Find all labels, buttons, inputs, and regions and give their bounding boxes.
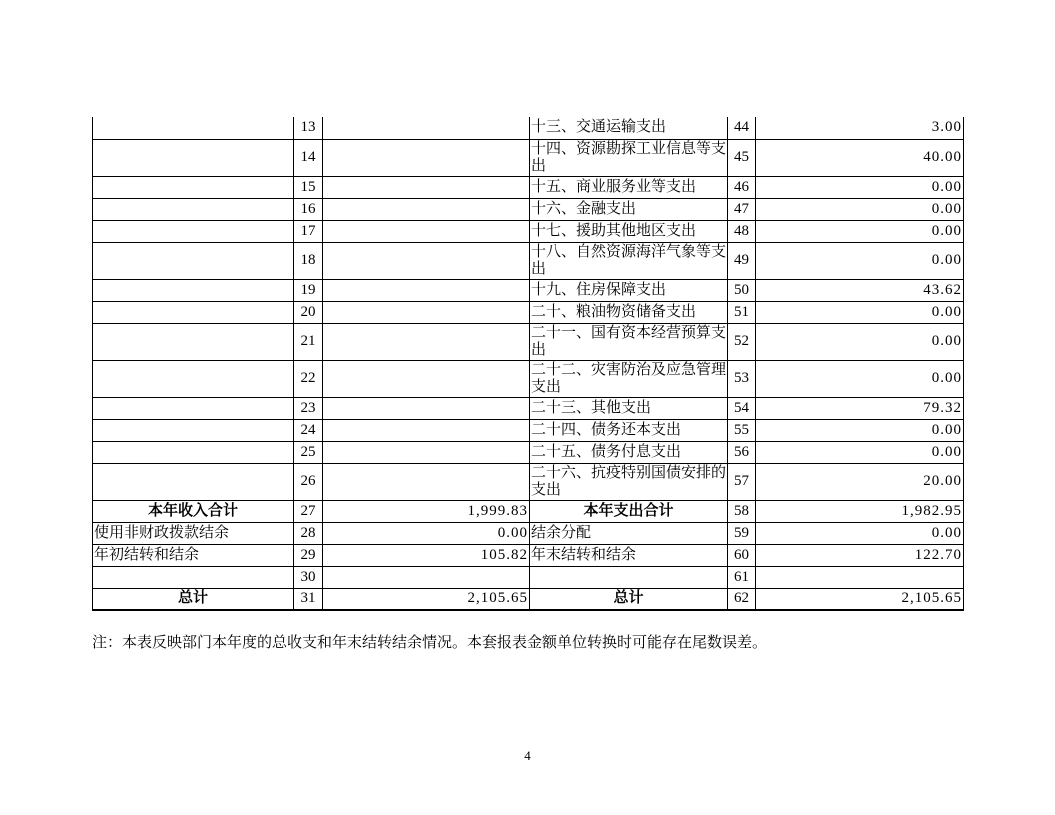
left-category-cell [93, 279, 294, 301]
table-row [93, 139, 964, 176]
right-line-no-cell: 54 [728, 397, 756, 419]
right-line-no-cell: 56 [728, 441, 756, 463]
left-amount-cell [323, 279, 530, 301]
right-amount-cell: 40.00 [756, 139, 964, 176]
right-line-no-cell: 60 [728, 544, 756, 566]
table-row [93, 301, 964, 323]
right-amount-cell: 122.70 [756, 544, 964, 566]
left-amount-cell: 0.00 [323, 522, 530, 544]
table-row [93, 463, 964, 500]
left-category-cell [93, 176, 294, 198]
table-row [93, 522, 964, 544]
left-category-cell [93, 323, 294, 360]
left-amount-cell: 1,999.83 [323, 500, 530, 522]
table-row [93, 279, 964, 301]
right-amount-cell: 0.00 [756, 360, 964, 397]
right-amount-cell: 0.00 [756, 522, 964, 544]
right-line-no-cell: 45 [728, 139, 756, 176]
left-line-no-cell: 21 [294, 323, 323, 360]
right-line-no-cell: 47 [728, 198, 756, 220]
right-line-no-cell: 52 [728, 323, 756, 360]
left-category-cell [93, 419, 294, 441]
right-line-no-cell: 48 [728, 220, 756, 242]
right-amount-cell: 0.00 [756, 419, 964, 441]
left-line-no-cell: 20 [294, 301, 323, 323]
left-category-cell: 使用非财政拨款结余 [93, 522, 294, 544]
right-amount-cell: 0.00 [756, 242, 964, 279]
right-amount-cell: 0.00 [756, 441, 964, 463]
right-category-cell: 二十三、其他支出 [530, 397, 728, 419]
right-category-cell [530, 566, 728, 588]
left-amount-cell: 2,105.65 [323, 588, 530, 610]
right-line-no-cell: 50 [728, 279, 756, 301]
left-category-cell [93, 441, 294, 463]
left-category-cell: 总计 [93, 588, 294, 610]
right-category-cell: 结余分配 [530, 522, 728, 544]
finance-table-body [93, 117, 964, 610]
left-category-cell: 年初结转和结余 [93, 544, 294, 566]
left-category-cell [93, 242, 294, 279]
right-line-no-cell: 51 [728, 301, 756, 323]
left-category-cell [93, 463, 294, 500]
right-amount-cell: 79.32 [756, 397, 964, 419]
table-row [93, 360, 964, 397]
left-line-no-cell: 24 [294, 419, 323, 441]
left-line-no-cell: 17 [294, 220, 323, 242]
right-amount-cell: 3.00 [756, 117, 964, 139]
table-row [93, 117, 964, 139]
right-line-no-cell: 44 [728, 117, 756, 139]
left-amount-cell [323, 176, 530, 198]
right-amount-cell: 0.00 [756, 198, 964, 220]
right-line-no-cell: 62 [728, 588, 756, 610]
left-amount-cell [323, 198, 530, 220]
finance-table [92, 117, 964, 611]
right-category-cell: 二十六、抗疫特别国债安排的支出 [530, 463, 728, 500]
left-amount-cell [323, 242, 530, 279]
left-amount-cell [323, 139, 530, 176]
right-amount-cell: 0.00 [756, 176, 964, 198]
right-category-cell: 二十二、灾害防治及应急管理支出 [530, 360, 728, 397]
left-category-cell [93, 198, 294, 220]
right-line-no-cell: 58 [728, 500, 756, 522]
page-number: 4 [524, 748, 531, 763]
right-category-cell: 十九、住房保障支出 [530, 279, 728, 301]
left-line-no-cell: 23 [294, 397, 323, 419]
right-category-cell: 十五、商业服务业等支出 [530, 176, 728, 198]
right-amount-cell: 1,982.95 [756, 500, 964, 522]
right-category-cell: 十四、资源勘探工业信息等支出 [530, 139, 728, 176]
right-category-cell: 十七、援助其他地区支出 [530, 220, 728, 242]
right-category-cell: 总计 [530, 588, 728, 610]
left-line-no-cell: 25 [294, 441, 323, 463]
right-category-cell: 十六、金融支出 [530, 198, 728, 220]
table-row [93, 566, 964, 588]
right-amount-cell: 20.00 [756, 463, 964, 500]
right-amount-cell: 43.62 [756, 279, 964, 301]
left-amount-cell [323, 463, 530, 500]
right-category-cell: 本年支出合计 [530, 500, 728, 522]
left-line-no-cell: 30 [294, 566, 323, 588]
table-row [93, 176, 964, 198]
left-line-no-cell: 13 [294, 117, 323, 139]
right-line-no-cell: 53 [728, 360, 756, 397]
right-category-cell: 二十五、债务付息支出 [530, 441, 728, 463]
right-amount-cell: 0.00 [756, 220, 964, 242]
left-category-cell [93, 301, 294, 323]
left-category-cell [93, 220, 294, 242]
table-row [93, 397, 964, 419]
left-amount-cell [323, 566, 530, 588]
right-line-no-cell: 57 [728, 463, 756, 500]
left-category-cell [93, 360, 294, 397]
left-line-no-cell: 16 [294, 198, 323, 220]
table-row [93, 500, 964, 522]
left-category-cell [93, 397, 294, 419]
left-amount-cell [323, 360, 530, 397]
left-line-no-cell: 15 [294, 176, 323, 198]
right-amount-cell: 0.00 [756, 323, 964, 360]
right-amount-cell: 2,105.65 [756, 588, 964, 610]
left-amount-cell [323, 301, 530, 323]
left-line-no-cell: 27 [294, 500, 323, 522]
left-category-cell [93, 117, 294, 139]
left-category-cell [93, 139, 294, 176]
left-amount-cell [323, 117, 530, 139]
right-category-cell: 十八、自然资源海洋气象等支出 [530, 242, 728, 279]
left-amount-cell [323, 419, 530, 441]
right-category-cell: 十三、交通运输支出 [530, 117, 728, 139]
left-line-no-cell: 31 [294, 588, 323, 610]
left-line-no-cell: 26 [294, 463, 323, 500]
table-row [93, 323, 964, 360]
right-category-cell: 二十、粮油物资储备支出 [530, 301, 728, 323]
left-amount-cell: 105.82 [323, 544, 530, 566]
left-line-no-cell: 19 [294, 279, 323, 301]
left-amount-cell [323, 220, 530, 242]
right-category-cell: 二十一、国有资本经营预算支出 [530, 323, 728, 360]
right-amount-cell: 0.00 [756, 301, 964, 323]
left-amount-cell [323, 441, 530, 463]
table-row [93, 588, 964, 610]
table-row [93, 441, 964, 463]
table-row [93, 242, 964, 279]
left-line-no-cell: 18 [294, 242, 323, 279]
table-row [93, 198, 964, 220]
table-note: 注：本表反映部门本年度的总收支和年末结转结余情况。本套报表金额单位转换时可能存在尾数误差。 [92, 635, 768, 651]
table-row [93, 419, 964, 441]
left-line-no-cell: 29 [294, 544, 323, 566]
table-row [93, 544, 964, 566]
right-line-no-cell: 55 [728, 419, 756, 441]
left-amount-cell [323, 323, 530, 360]
left-line-no-cell: 28 [294, 522, 323, 544]
left-amount-cell [323, 397, 530, 419]
left-category-cell [93, 566, 294, 588]
right-line-no-cell: 61 [728, 566, 756, 588]
right-line-no-cell: 46 [728, 176, 756, 198]
left-line-no-cell: 22 [294, 360, 323, 397]
right-category-cell: 年末结转和结余 [530, 544, 728, 566]
right-amount-cell [756, 566, 964, 588]
table-row [93, 220, 964, 242]
right-line-no-cell: 59 [728, 522, 756, 544]
left-category-cell: 本年收入合计 [93, 500, 294, 522]
right-category-cell: 二十四、债务还本支出 [530, 419, 728, 441]
left-line-no-cell: 14 [294, 139, 323, 176]
right-line-no-cell: 49 [728, 242, 756, 279]
